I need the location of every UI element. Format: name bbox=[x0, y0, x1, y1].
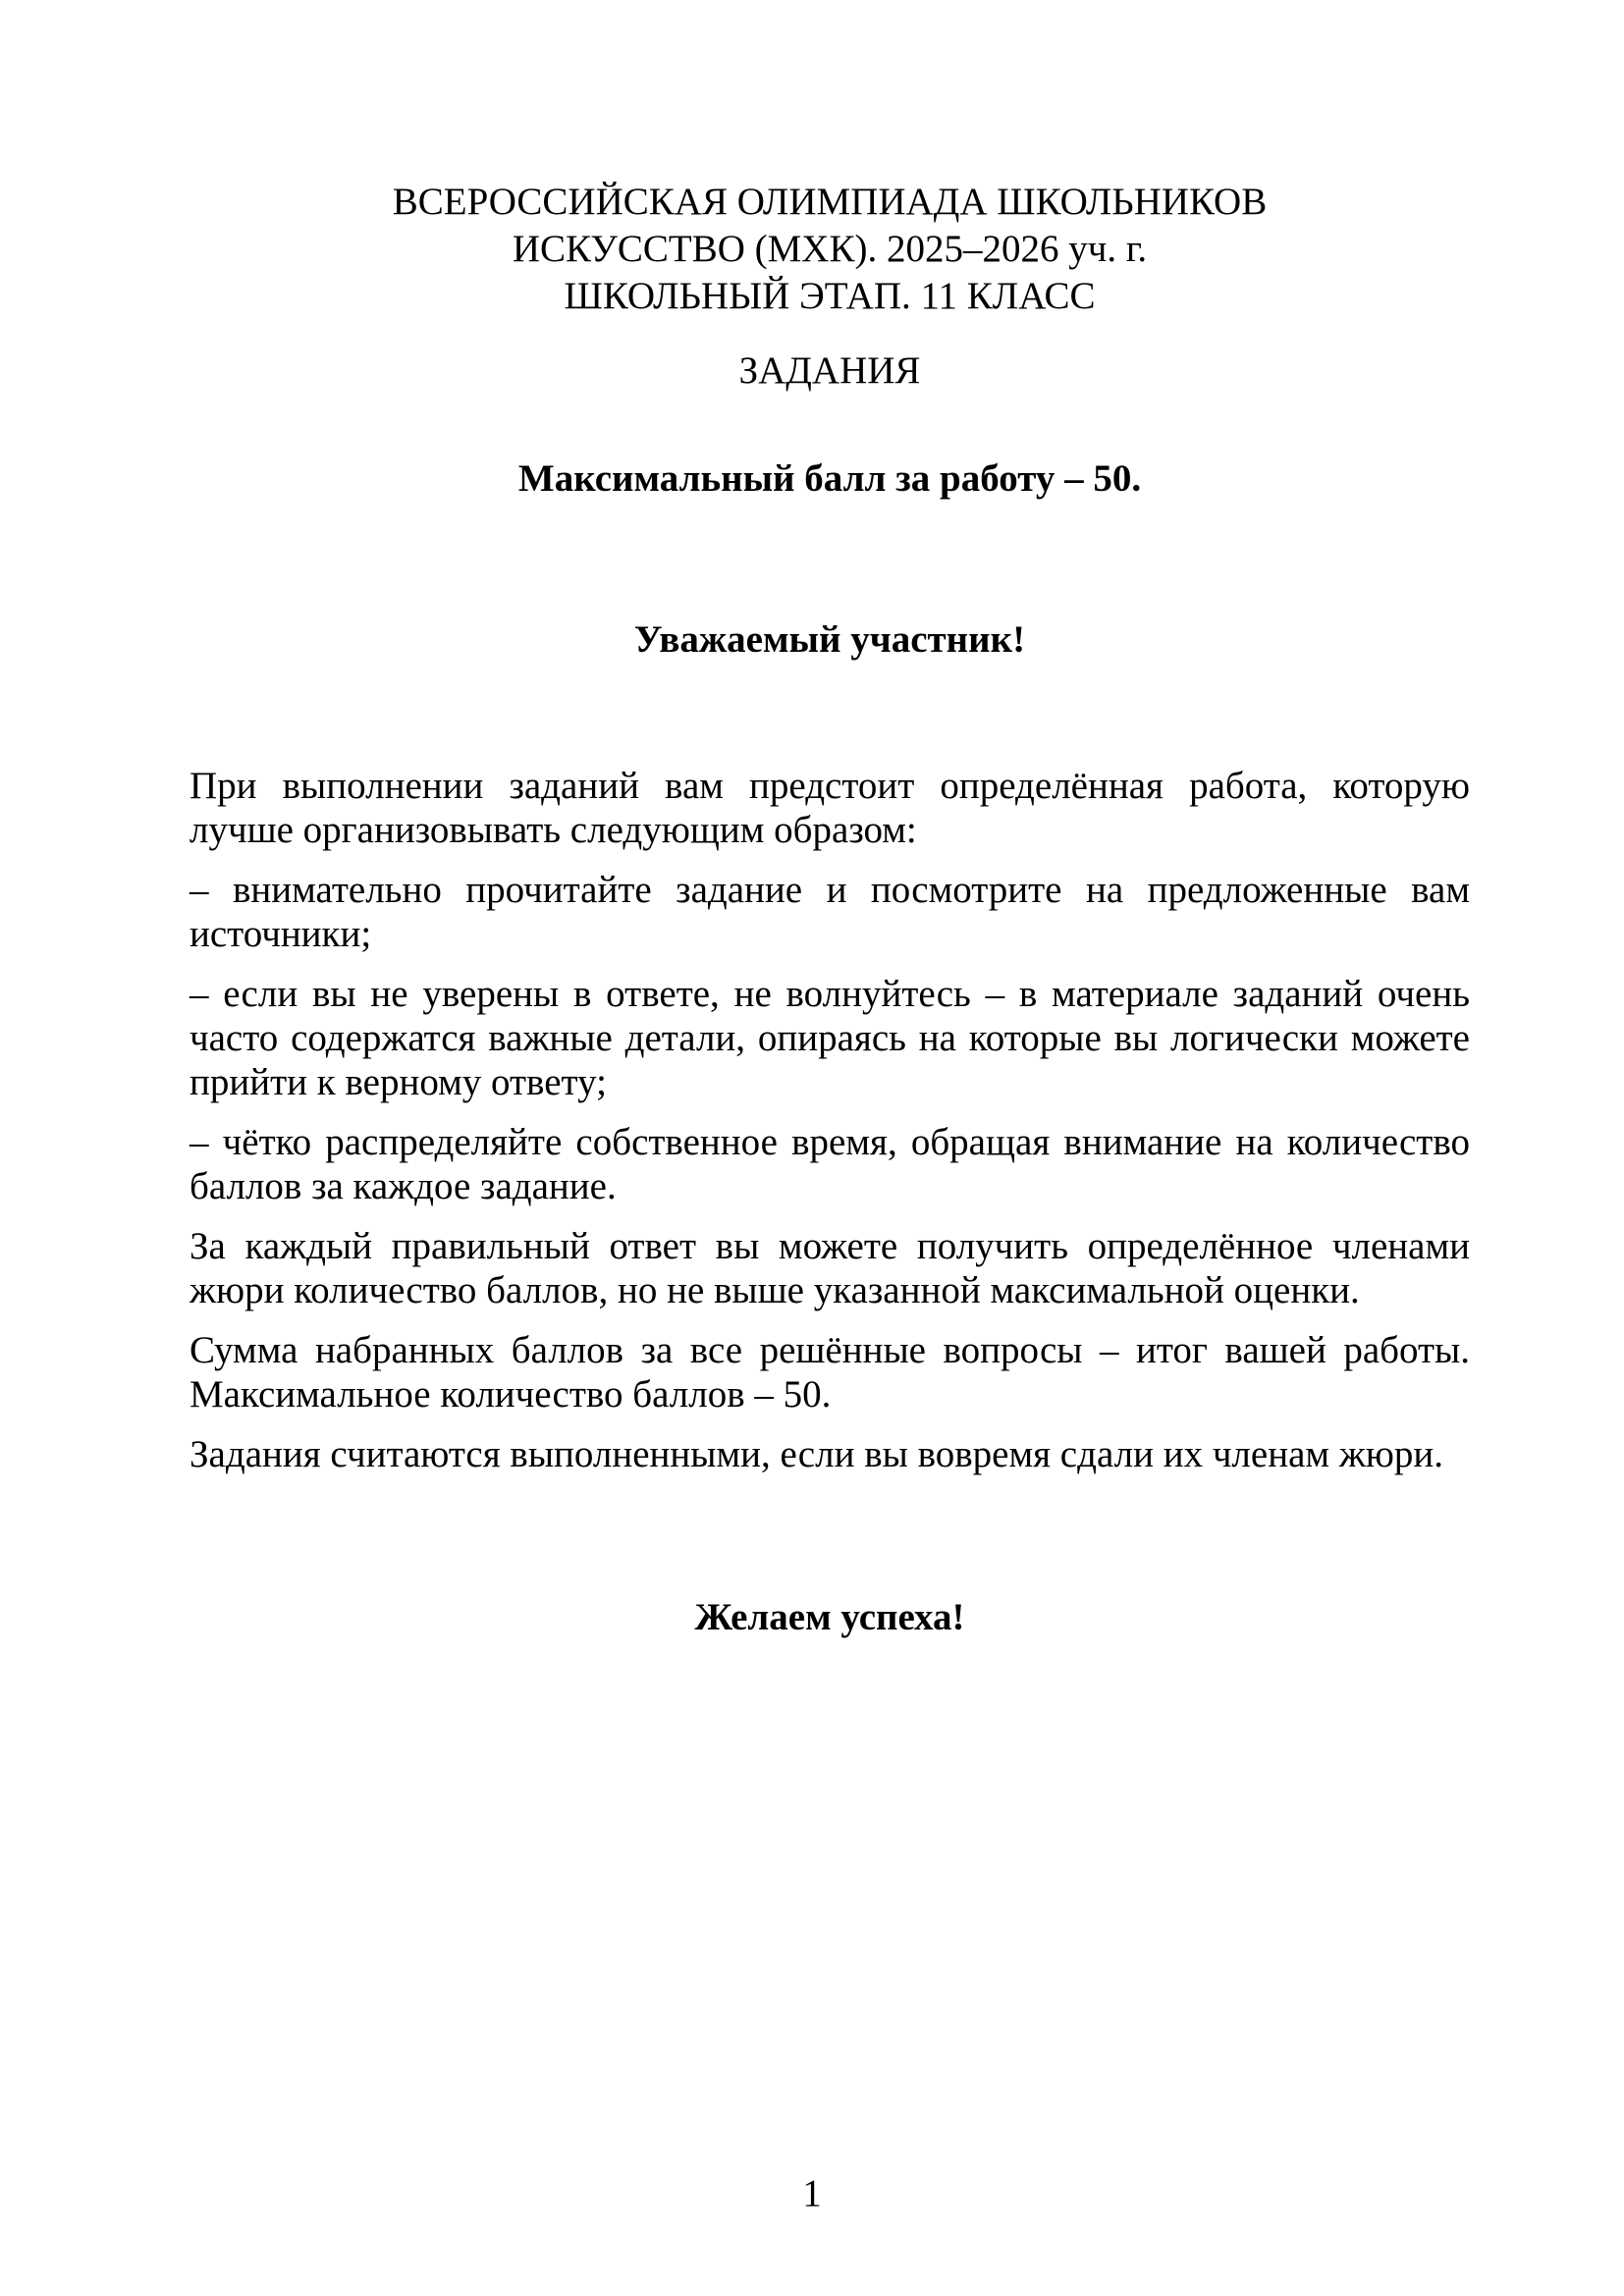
paragraph-bullet-read: – внимательно прочитайте задание и посмотрите на предложенные вам источники; bbox=[189, 869, 1470, 955]
greeting-line: Уважаемый участник! bbox=[633, 618, 1026, 661]
document-title bbox=[189, 179, 1470, 320]
paragraph-bullet-unsure: – если вы не уверены в ответе, не волнуйтесь – в материале заданий очень часто содержатся важные детали, опираясь на которые вы логически можете прийти к верному ответу; bbox=[189, 973, 1470, 1103]
max-score-line: Максимальный балл за работу – 50. bbox=[517, 457, 1142, 500]
title-line-2: ИСКУССТВО (МХК). 2025–2026 уч. г. bbox=[512, 228, 1148, 270]
page-number: 1 bbox=[802, 2172, 822, 2215]
paragraph-deadline: Задания считаются выполненными, если вы вовремя сдали их членам жюри. bbox=[189, 1433, 1444, 1475]
subtitle-tasks: ЗАДАНИЯ bbox=[738, 349, 921, 392]
title-line-1: ВСЕРОССИЙСКАЯ ОЛИМПИАДА ШКОЛЬНИКОВ bbox=[392, 181, 1268, 223]
paragraph-scoring: За каждый правильный ответ вы можете получить определённое членами жюри количество баллов, но не выше указанной максимальной оценки. bbox=[189, 1225, 1470, 1311]
closing-wish: Желаем успеха! bbox=[694, 1596, 965, 1638]
paragraph-total: Сумма набранных баллов за все решённые вопросы – итог вашей работы. Максимальное количество баллов – 50. bbox=[189, 1329, 1470, 1415]
page-content bbox=[189, 0, 1470, 1641]
instructions-section bbox=[189, 764, 1470, 1476]
paragraph-intro: При выполнении заданий вам предстоит определённая работа, которую лучше организовывать следующим образом: bbox=[189, 765, 1470, 851]
title-line-3: ШКОЛЬНЫЙ ЭТАП. 11 КЛАСС bbox=[564, 275, 1096, 317]
paragraph-bullet-time: – чётко распределяйте собственное время, обращая внимание на количество баллов за каждое задание. bbox=[189, 1121, 1470, 1207]
